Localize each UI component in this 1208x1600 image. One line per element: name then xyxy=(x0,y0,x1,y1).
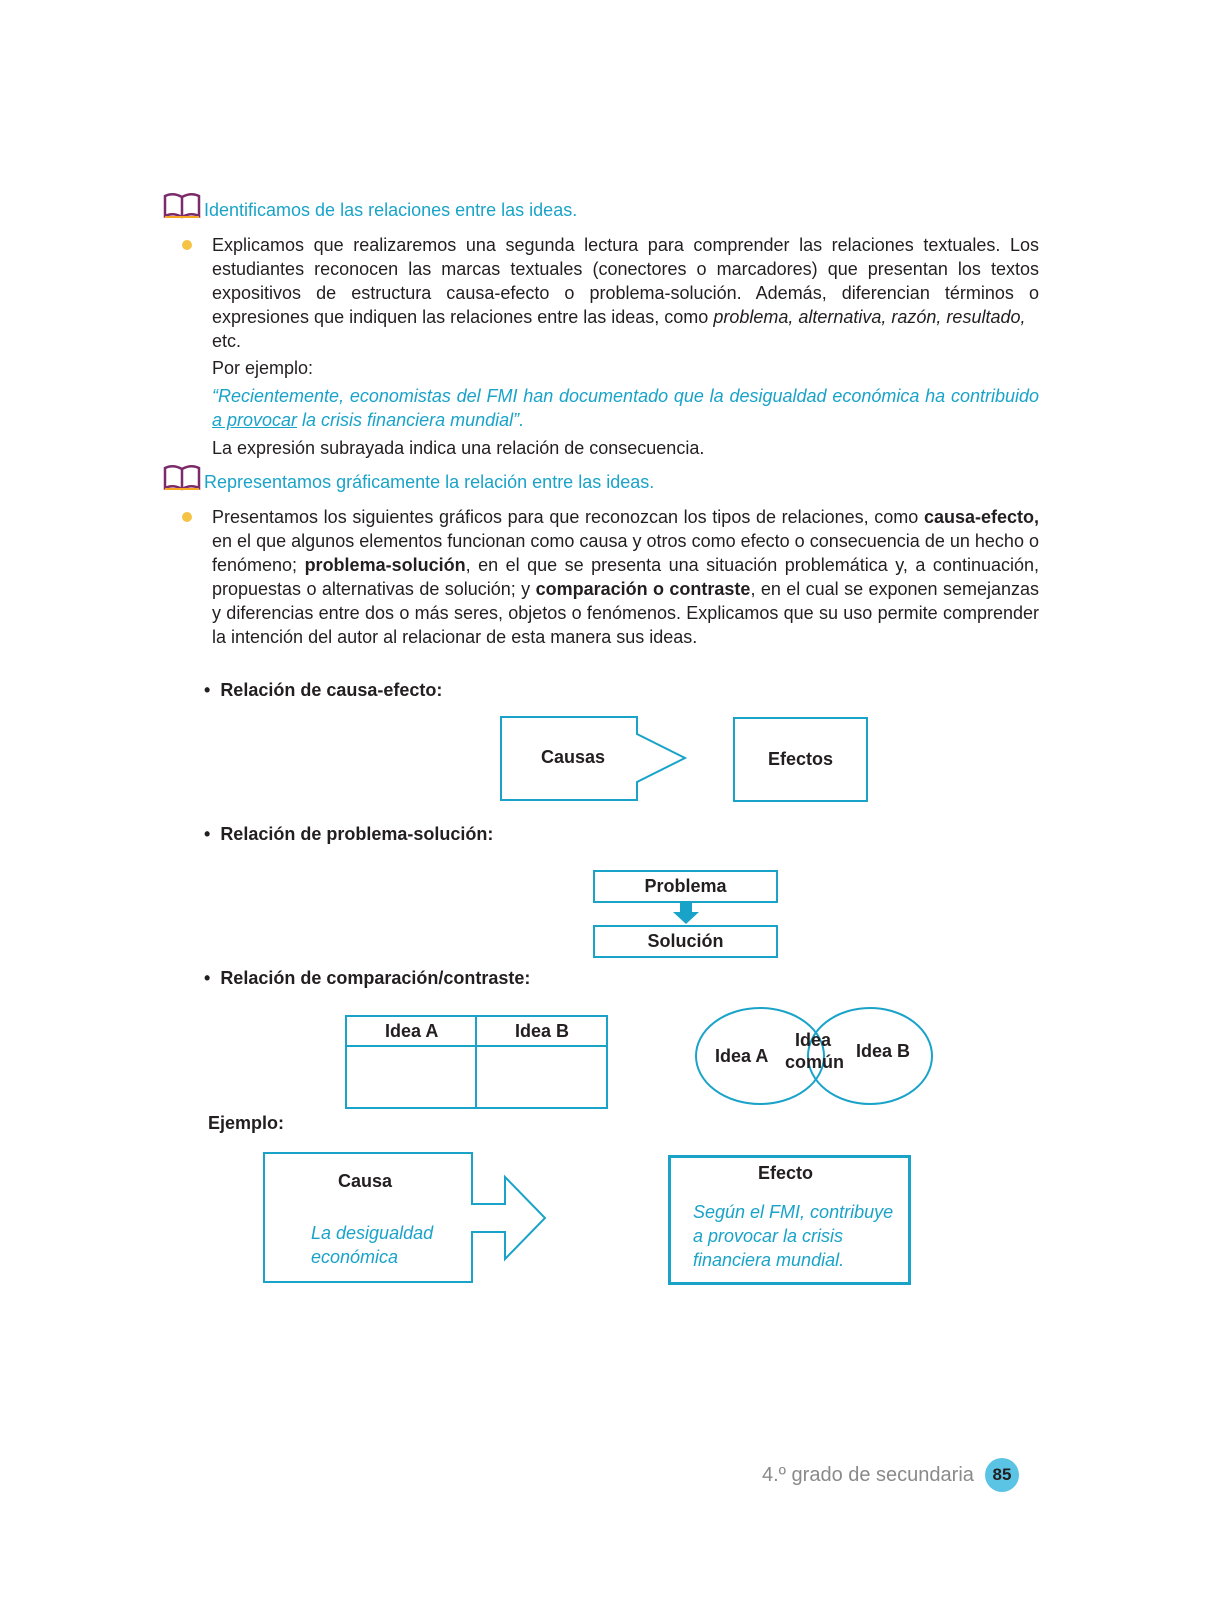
table-header-idea-a: Idea A xyxy=(385,1021,439,1041)
explanation-paragraph: Explicamos que realizaremos una segunda lectura para comprender las relaciones textuales. Los estudiantes reconocen las marcas textuales (conectores o marcadores) que presentan los textos expositivos de estructura causa-efecto o problema-solución. Además, diferencian términos o expresiones que indiquen las relaciones entre las ideas, como problema, alternativa, razón, resultado, etc. xyxy=(212,235,1039,351)
venn-idea-b: Idea B xyxy=(856,1041,911,1061)
down-arrow-icon xyxy=(672,903,700,925)
example-intro: Por ejemplo: xyxy=(212,358,314,378)
graphics-paragraph: Presentamos los siguientes gráficos para que reconozcan los tipos de relaciones, como causa-efecto, en el que algunos elementos funcionan como causa y otros como efecto o consecuencia de un hecho o fenómeno; problema-solución, en el que se presenta una situación problemática y, a continuación, propuestas o alternativas de solución; y comparación o contraste, en el cual se exponen semejanzas y diferencias entre dos o más seres, objetos o fenómenos. Explicamos que su uso permite comprender la intención del autor al relacionar de esta manera sus ideas. xyxy=(212,507,1040,647)
underline-note: La expresión subrayada indica una relación de consecuencia. xyxy=(212,438,705,458)
page-number: 85 xyxy=(985,1458,1019,1492)
underlined-expression: a provocar xyxy=(212,410,298,430)
example-effect-text: Según el FMI, contribuye a provocar la crisis financiera mundial. xyxy=(693,1202,894,1270)
problem-box: Problema xyxy=(593,870,778,903)
footer-grade: 4.º grado de secundaria xyxy=(762,1464,974,1486)
example-quote: “Recientemente, economistas del FMI han documentado que la desigualdad económica ha contribuido a provocar la crisis financiera mundial”. xyxy=(212,386,1039,430)
book-icon xyxy=(163,464,201,492)
example-effect-title: Efecto xyxy=(758,1163,814,1183)
bullet-dot xyxy=(182,512,192,522)
example-cause-text: La desigualdad económica xyxy=(311,1223,434,1267)
causes-label: Causas xyxy=(541,747,606,767)
label-cause-effect: • Relación de causa-efecto: xyxy=(204,680,443,700)
label-example: Ejemplo: xyxy=(208,1113,285,1133)
venn-common-1: Idea xyxy=(795,1030,832,1050)
label-problem-solution: • Relación de problema-solución: xyxy=(204,824,494,844)
solution-box: Solución xyxy=(593,925,778,958)
effects-box: Efectos xyxy=(733,717,868,802)
venn-idea-a: Idea A xyxy=(715,1046,769,1066)
table-header-idea-b: Idea B xyxy=(515,1021,570,1041)
relation-terms: problema, alternativa, razón, resultado, xyxy=(713,307,1026,327)
venn-common-2: común xyxy=(785,1052,845,1072)
book-icon xyxy=(163,192,201,220)
bullet-dot xyxy=(182,240,192,250)
label-comparison: • Relación de comparación/contraste: xyxy=(204,968,531,988)
example-cause-title: Causa xyxy=(338,1171,393,1191)
section-heading-relations: Identificamos de las relaciones entre las ideas. xyxy=(204,200,578,220)
section-heading-graphic: Representamos gráficamente la relación entre las ideas. xyxy=(204,472,655,492)
